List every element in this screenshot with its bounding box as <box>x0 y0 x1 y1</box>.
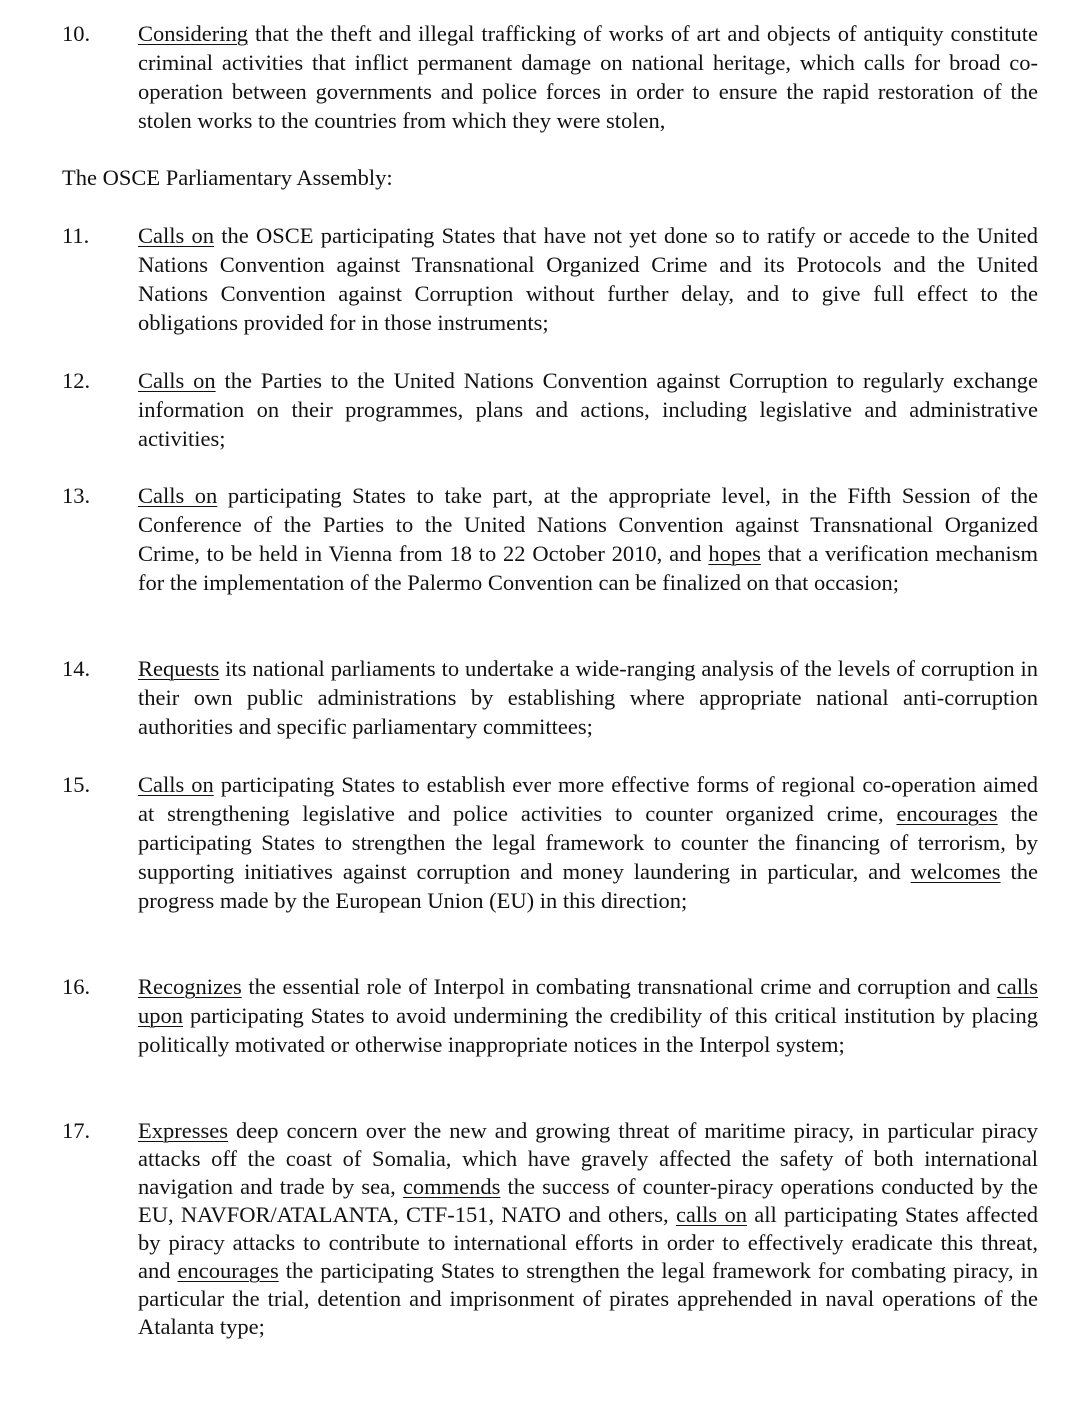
paragraph-13 <box>62 481 1038 597</box>
paragraph-keyword: commends <box>402 1174 501 1199</box>
paragraph-number: 15. <box>62 772 91 797</box>
paragraph-keyword: hopes <box>708 541 761 566</box>
paragraph-body: the Parties to the United Nations Convention against Corruption to regularly exchange information on their programmes, plans and actions, including legislative and administrative activities; <box>138 368 1039 451</box>
paragraph-12 <box>62 366 1038 453</box>
paragraph-body: that a verification mechanism for the implementation of the Palermo Convention can be finalized on that occasion; <box>138 541 1038 595</box>
paragraph-16 <box>62 972 1038 1059</box>
paragraph-body: the participating States to strengthen the legal framework to counter the financing of terrorism, by supporting initiatives against corruption and money laundering in particular, and <box>138 801 1038 884</box>
paragraph-body: participating States to take part, at the appropriate level, in the Fifth Session of the Conference of the Parties to the United Nations Convention against Transnational Organized Crime, to be held in Vienna from 18 to 22 October 2010, and <box>138 483 1038 566</box>
paragraph-text <box>138 1117 1038 1341</box>
paragraph-text <box>138 19 1038 135</box>
paragraph-number: 11. <box>62 223 90 248</box>
paragraph-10 <box>62 19 1038 135</box>
paragraph-keyword: Calls on <box>138 368 216 393</box>
assembly-heading: The OSCE Parliamentary Assembly: <box>62 165 393 190</box>
paragraph-keyword: Considering <box>138 21 248 46</box>
paragraph-number: 16. <box>62 974 91 999</box>
paragraph-keyword: Calls on <box>138 223 214 248</box>
paragraph-body: deep concern over the new and growing threat of maritime piracy, in particular piracy attacks off the coast of Somalia, which have gravely affected the safety of both international navigation and trade by sea, <box>138 1118 1038 1199</box>
paragraph-body: the OSCE participating States that have not yet done so to ratify or accede to the United Nations Convention against Transnational Organized Crime and its Protocols and the United Nations Convention against Corruption without further delay, and to give full effect to the obligations provided for in those instruments; <box>138 223 1038 335</box>
paragraph-number: 14. <box>62 656 91 681</box>
paragraph-text <box>138 221 1038 337</box>
paragraph-text <box>138 972 1038 1059</box>
paragraph-number: 12. <box>62 368 91 393</box>
paragraph-keyword: Expresses <box>138 1118 228 1143</box>
paragraph-keyword: encourages <box>896 801 998 826</box>
paragraph-keyword: Requests <box>138 656 220 681</box>
paragraph-body: the success of counter-piracy operations conducted by the EU, NAVFOR/ATALANTA, CTF-151, NATO and others, <box>138 1174 1038 1227</box>
paragraph-text <box>138 770 1038 915</box>
paragraph-keyword: encourages <box>177 1258 279 1283</box>
paragraph-body: the participating States to strengthen the legal framework for combating piracy, in particular the trial, detention and imprisonment of pirates apprehended in naval operations of the Atalanta type; <box>138 1258 1038 1339</box>
paragraph-15 <box>62 770 1038 915</box>
paragraph-text <box>138 481 1038 597</box>
paragraph-number: 17. <box>62 1118 91 1143</box>
paragraph-17 <box>62 1117 1038 1341</box>
paragraph-body: participating States to establish ever more effective forms of regional co-operation aimed at strengthening legislative and police activities to counter organized crime, <box>138 772 1038 826</box>
paragraph-number: 13. <box>62 483 91 508</box>
paragraph-body: that the theft and illegal trafficking of works of art and objects of antiquity constitute criminal activities that inflict permanent damage on national heritage, which calls for broad co-operation between governments and police forces in order to ensure the rapid restoration of the stolen works to the countries from which they were stolen, <box>138 21 1038 133</box>
paragraph-body: the progress made by the European Union (EU) in this direction; <box>138 859 1038 913</box>
paragraph-text <box>138 366 1038 453</box>
paragraph-number: 10. <box>62 21 91 46</box>
paragraph-keyword: Recognizes <box>138 974 242 999</box>
paragraph-text <box>138 654 1038 741</box>
paragraph-body: the essential role of Interpol in combating transnational crime and corruption and <box>241 974 997 999</box>
paragraph-keyword: calls on <box>675 1202 747 1227</box>
paragraph-14 <box>62 654 1038 741</box>
paragraph-body: participating States to avoid undermining the credibility of this critical institution by placing politically motivated or otherwise inappropriate notices in the Interpol system; <box>138 1003 1038 1057</box>
paragraph-keyword: calls upon <box>138 974 1038 1028</box>
paragraph-keyword: welcomes <box>910 859 1001 884</box>
paragraph-keyword: Calls on <box>138 772 214 797</box>
paragraph-body: its national parliaments to undertake a wide-ranging analysis of the levels of corruption in their own public administrations by establishing where appropriate national anti-corruption authorities and specific parliamentary committees; <box>138 656 1038 739</box>
paragraph-body: all participating States affected by piracy attacks to contribute to international efforts in order to effectively eradicate this threat, and <box>138 1202 1039 1283</box>
paragraph-11 <box>62 221 1038 337</box>
paragraph-keyword: Calls on <box>138 483 218 508</box>
